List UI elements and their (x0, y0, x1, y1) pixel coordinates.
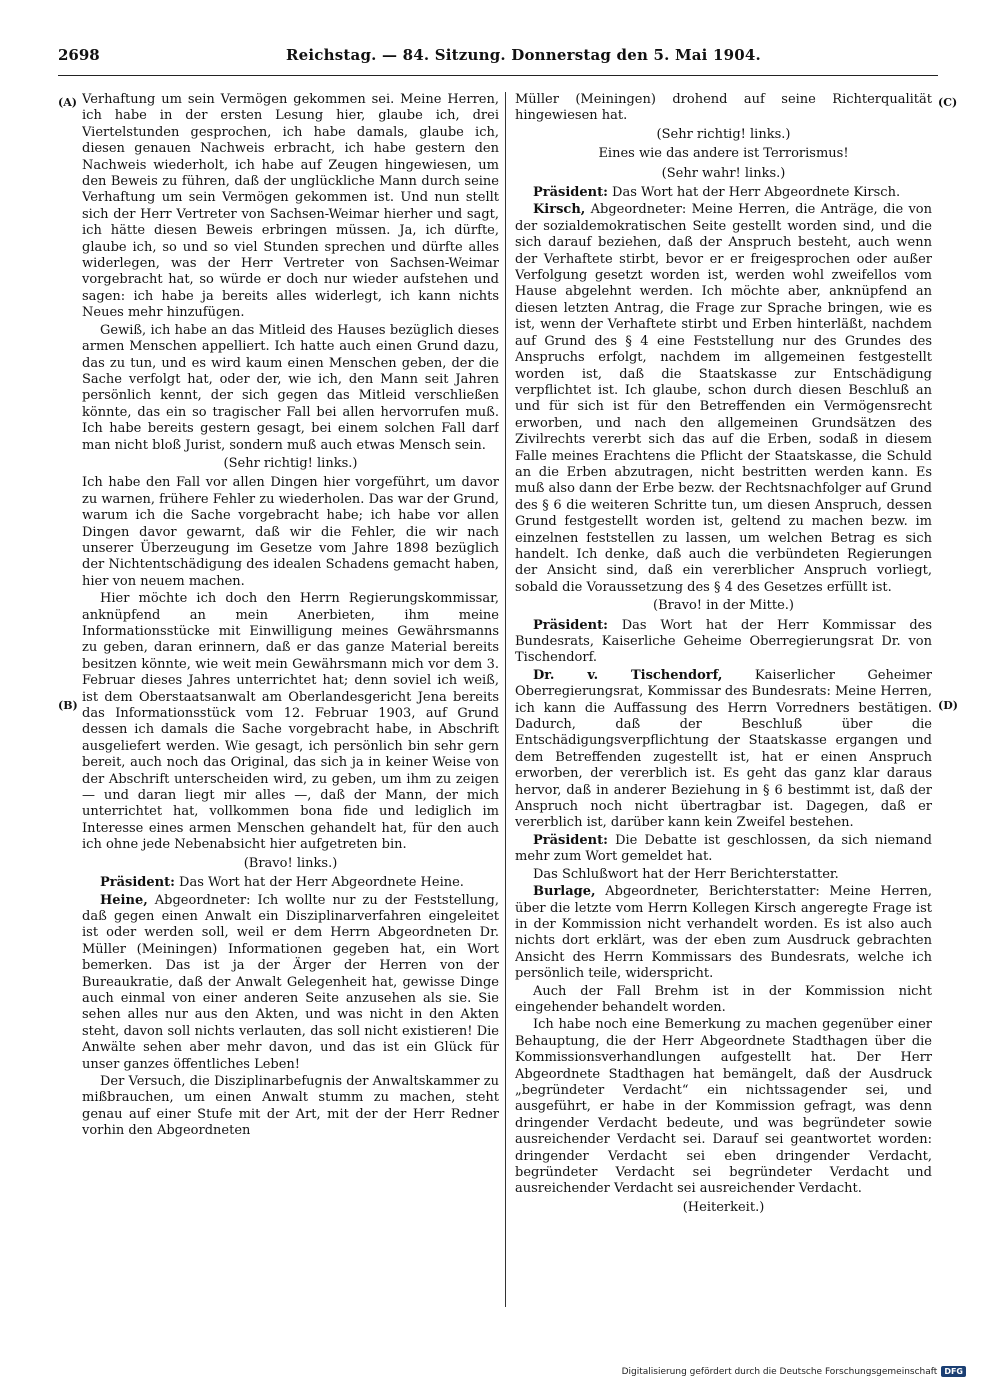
margin-marker-a: (A) (58, 96, 77, 109)
paragraph-text: Das Schlußwort hat der Herr Berichterstatter. (533, 866, 839, 882)
paragraph-text: Das Wort hat der Herr Abgeordnete Heine. (174, 875, 464, 891)
paragraph-text: Gewiß, ich habe an das Mitleid des Hauses bezüglich dieses armen Menschen appelliert. Ich hatte auch einen Grund dazu, das zu tun, und es wird kaum einen Menschen geben, der die Sache verfolgt hat, oder der, wie ich, den Mann seit Jahren persönlich kennt, der sich gegen das Mitleid verschließen könnte, das ein so tragischer Fall bei allen hervorrufen muß. Ich habe bereits gestern gesagt, bei einem solchen Fall darf man nicht bloß Jurist, sondern muß auch etwas Mensch sein. (82, 322, 499, 453)
speaker-name: Präsident: (533, 832, 608, 848)
speaker-name: Heine, (100, 892, 148, 908)
paragraph-text: Abgeordneter: Meine Herren, die Anträge, die von der sozialdemokratischen Seite gestellt worden sind, und die sich darauf beziehen, daß der Anspruch besteht, auch wenn der Verhaftete stirbt, bevor er er freigesprochen oder außer Verfolgung gesetzt worden ist, werden wohl zweifellos vom Hause abgelehnt werden. Ich möchte aber, anknüpfend an diesen letzten Antrag, die Frage zur Sprache bringen, wie es ist, wenn der Verhaftete stirbt und Erben hinterläßt, nachdem auf Grund des § 4 eine Feststellung nur des Grundes des Anspruchs erfolgt, nachdem im allgemeinen festgestellt worden ist, daß die Staatskasse zur Entschädigung verpflichtet ist. Ich glaube, schon durch diesen Beschluß an und für sich ist für den Betreffenden ein Vermögensrecht erworben, und nach den allgemeinen Grundsätzen des Zivilrechts vererbt sich das auf die Erben, sodaß in diesem Falle meines Erachtens die Pflicht der Staatskasse, die Schuld an die Erben abzutragen, nicht bestritten werden kann. Es muß also dann der Erbe bezw. der Rechtsnachfolger auf Grund des § 6 die weiteren Schritte tun, um diesen Anspruch, dessen Grund festgestellt worden ist, geltend zu machen bezw. im einzelnen feststellen zu lassen, um welchen Betrag es sich handelt. Ich denke, daß auch die verbündeten Regierungen der Ansicht sind, daß ein vererblicher Anspruch vorliegt, sobald die Voraussetzung des § 4 des Gesetzes erfüllt ist. (515, 202, 932, 595)
running-title: Reichstag. — 84. Sitzung. Donnerstag den 5. Mai 1904. (286, 46, 761, 64)
interjection: (Sehr richtig! links.) (656, 126, 791, 142)
column-divider (505, 92, 506, 1307)
paragraph-text: Die Debatte ist geschlossen, da sich niemand mehr zum Wort gemeldet hat. (515, 832, 932, 865)
header-rule (58, 75, 938, 76)
paragraph-text: Hier möchte ich doch den Herrn Regierungskommissar, anknüpfend an mein Anerbieten, ihm meine Informationsstücke mit Einwilligung meines Gewährsmanns zu geben, daran erinnern, daß er das ganze Material bereits besitzen könnte, wie weit mein Gewährsmann mich vor dem 3. Februar dieses Jahres unterrichtet hat; denn soviel ich weiß, ist dem Oberstaatsanwalt am Oberlandesgericht Jena bereits das Informationsstück vom 12. Februar 1903, auf Grund dessen ich damals die Sache vorgebracht habe, in Abschrift ausgeliefert werden. Wie gesagt, ich persönlich bin sehr gern bereit, auch noch das Original, das sich ja in keiner Weise von der Abschrift unterscheiden wird, zu geben, um ihm zu zeigen — und daran liegt mir alles —, daß der Mann, der mich unterrichtet hat, vollkommen bona fide und lediglich im Interesse eines armen Menschen gehandelt hat, für den auch ich ohne jede Nebenabsicht hier aufgetreten bin. (82, 591, 499, 853)
speech-paragraph (515, 833, 932, 866)
paragraph-text: Das Wort hat der Herr Abgeordnete Kirsch. (607, 185, 901, 201)
left-column (82, 92, 499, 1141)
speech-paragraph (515, 202, 932, 596)
margin-marker-c: (C) (938, 96, 958, 109)
footer-credit (622, 1366, 966, 1377)
paragraph-text: Das Wort hat der Herr Kommissar des Bundesrats, Kaiserliche Geheime Oberregierungsrat Dr. von Tischendorf. (515, 617, 932, 666)
margin-marker-d: (D) (938, 699, 958, 712)
paragraph (515, 867, 932, 883)
paragraph (515, 1017, 932, 1197)
interjection: (Heiterkeit.) (682, 1199, 765, 1215)
speaker-name: Präsident: (533, 185, 608, 201)
paragraph-text: Verhaftung um sein Vermögen gekommen sei. Meine Herren, ich habe in der ersten Lesung hier, glaube ich, drei Viertelstunden gesprochen, ich habe damals, glaube ich, diesen genauen Nachweis erbracht, ich habe gestern den Nachweis wiederholt, ich habe auf Zeugen hingewiesen, um den Beweis zu führen, daß der unglückliche Mann durch seine Verhaftung um sein Vermögen gekommen ist. Und nun stellt sich der Herr Vertreter von Sachsen-Weimar hierher und sagt, ich hätte diesen Beweis erbringen müssen. Ja, ich dürfte, glaube ich, so und so viel Stunden sprechen und dürfte alles widerlegen, was der Herr Vertreter von Sachsen-Weimar vorgebracht hat, so würde er doch nur wieder aufstehen und sagen: ich habe ja bereits alles widerlegt, ich kann nichts Neues mehr hinzufügen. (82, 92, 499, 321)
paragraph-text: Auch der Fall Brehm ist in der Kommission nicht eingehender behandelt worden. (515, 983, 932, 1015)
speech-paragraph (82, 875, 499, 891)
paragraph (82, 475, 499, 590)
paragraph-text: Ich habe noch eine Bemerkung zu machen gegenüber einer Behauptung, die der Herr Abgeordnete Stadthagen über die Kommissionsverhandlungen aufgestellt hat. Der Herr Abgeordnete Stadthagen hat bemängelt, daß der Ausdruck „begründeter Verdacht“ ein nichtssagender sei, und ausgeführt, er habe in der Kommission gefragt, was denn dringender Verdacht bedeute, und was begründeter sowie ausreichender Verdacht sei. Darauf sei geantwortet worden: dringender Verdacht sei eben dringender Verdacht, begründeter Verdacht sei begründeter Verdacht und ausreichender Verdacht sei ausreichender Verdacht. (515, 1017, 932, 1197)
paragraph-text: Abgeordneter, Berichterstatter: Meine Herren, über die letzte vom Herrn Kollegen Kirsch angeregte Frage ist in der Kommission nicht verhandelt worden. Es ist also auch nichts dort erklärt, was der eben zum Ausdruck gebrachten Ansicht des Herrn Kommissars des Bundesrats, welche ich persönlich teile, widerspricht. (515, 884, 932, 982)
interjection: (Bravo! in der Mitte.) (653, 598, 794, 614)
paragraph-text: Ich habe den Fall vor allen Dingen hier vorgeführt, um davor zu warnen, frühere Fehler zu wiederholen. Das war der Grund, warum ich die Sache vorgebracht habe; ich habe vor allen Dingen davor gewarnt, daß wir die Fehler, die wir nach unserer Überzeugung im Gesetze vom Jahre 1898 bezüglich der Nichtentschädigung des idealen Schadens gemacht haben, hier von neuem machen. (82, 475, 499, 589)
speaker-name: Burlage, (533, 884, 596, 900)
speech-paragraph (82, 893, 499, 1073)
paragraph (82, 1074, 499, 1140)
interjection: (Sehr richtig! links.) (223, 455, 358, 471)
paragraph-text: Abgeordneter: Ich wollte nur zu der Feststellung, daß gegen einen Anwalt ein Disziplinarverfahren eingeleitet ist oder werden soll, weil er dem Herrn Abgeordneten Dr. Müller (Meiningen) Informationen gegeben hat, ein Wort bemerken. Das ist ja der Ärger der Herren von der Bureaukratie, daß der Anwalt Gelegenheit hat, gewisse Dinge auch einmal von einer anderen Seite anzusehen als sie. Sie sehen alles nur aus den Akten, und was nicht in den Akten steht, davon soll nichts verlauten, das soll nicht existieren! Die Anwälte sehen aber mehr davon, und das ist ein Glück für unser ganzes öffentliches Leben! (82, 892, 499, 1072)
interjection: (Sehr wahr! links.) (661, 165, 786, 181)
page-number: 2698 (58, 46, 100, 64)
paragraph-text: Kaiserlicher Geheimer Oberregierungsrat, Kommissar des Bundesrats: Meine Herren, ich kann die Auffassung des Herrn Vorredners bestätigen. Dadurch, daß der Beschluß über die Entschädigungsverpflichtung der Staatskasse ergangen und dem Betreffenden zugestellt ist, hat er einen Anspruch erworben, der vererblich ist. Es geht das ganz klar daraus hervor, daß in anderer Beziehung in § 6 bestimmt ist, daß der Anspruch noch nicht übertragbar ist. Dagegen, daß er vererblich ist, darüber kann kein Zweifel bestehen. (515, 667, 932, 831)
paragraph (515, 92, 932, 125)
speech-paragraph (515, 884, 932, 982)
page-header (58, 46, 938, 68)
dfg-logo: DFG (941, 1366, 966, 1377)
paragraph (515, 984, 932, 1017)
footer-text: Digitalisierung gefördert durch die Deutsche Forschungsgemeinschaft (621, 1366, 938, 1377)
speaker-name: Kirsch, (533, 202, 586, 218)
paragraph-text: Müller (Meiningen) drohend auf seine Richterqualität hingewiesen hat. (515, 92, 932, 124)
speech-paragraph (515, 185, 932, 201)
speech-paragraph (515, 618, 932, 667)
speaker-name: Präsident: (100, 875, 175, 891)
speaker-name: Präsident: (533, 617, 608, 633)
paragraph-text: Der Versuch, die Disziplinarbefugnis der Anwaltskammer zu mißbrauchen, um einen Anwalt stumm zu machen, steht genau auf einer Stufe mit der Art, mit der der Herr Redner vorhin den Abgeordneten (82, 1073, 499, 1139)
paragraph (82, 591, 499, 854)
interjection: Eines wie das andere ist Terrorismus! (598, 146, 849, 162)
paragraph (82, 92, 499, 322)
speech-paragraph (515, 668, 932, 832)
speaker-name: Dr. v. Tischendorf, (533, 667, 723, 683)
right-column (515, 92, 932, 1219)
margin-marker-b: (B) (58, 699, 78, 712)
paragraph (82, 323, 499, 454)
interjection: (Bravo! links.) (243, 855, 338, 871)
